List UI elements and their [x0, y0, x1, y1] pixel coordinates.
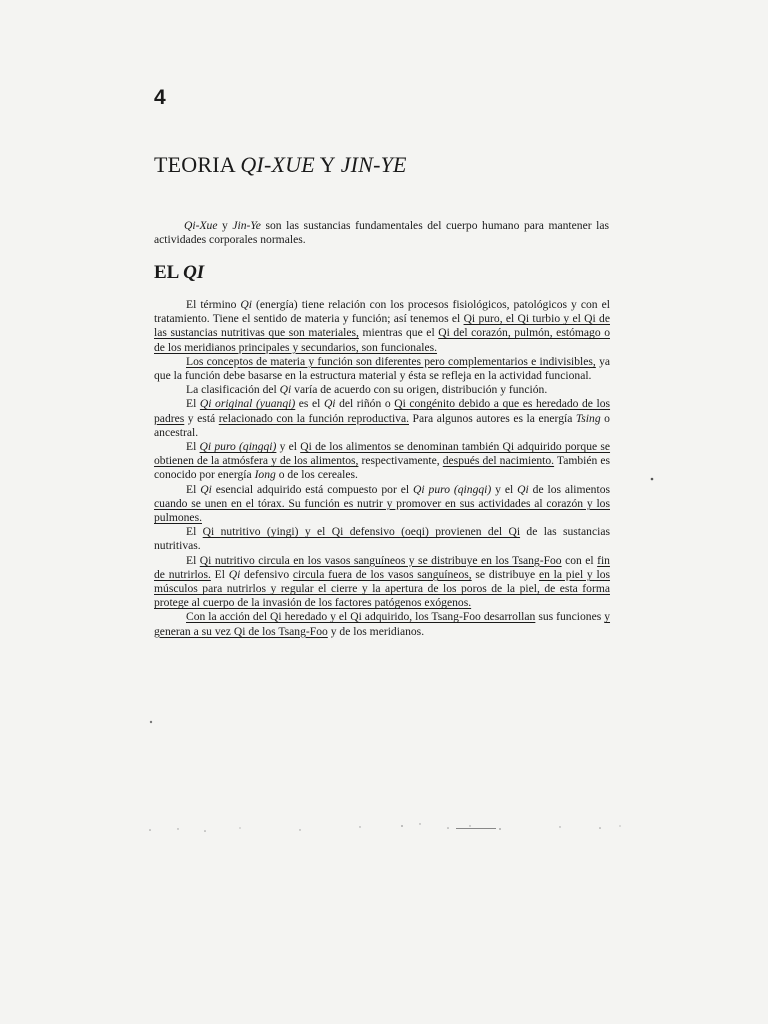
text-run: y está	[184, 411, 219, 425]
text-run: Qi	[279, 383, 292, 397]
text-run: Qi	[517, 482, 529, 496]
paragraph-8	[154, 554, 610, 611]
chapter-title-italic: JIN-YE	[340, 152, 407, 177]
paragraph-5	[154, 440, 610, 483]
section-heading-text: EL	[154, 262, 184, 283]
text-run: esencial adquirido está compuesto por el	[211, 482, 414, 496]
paragraph-9	[154, 610, 610, 638]
text-run: y el	[276, 440, 301, 454]
handwritten-underline: Con la acción del Qi heredado y el Qi adquirido, los Tsang-Foo desarrollan	[186, 610, 536, 624]
paragraph-1	[154, 298, 610, 355]
text-run: Iong	[254, 468, 276, 482]
intro-text: son las sustancias fundamentales del cuerpo humano para mantener las actividades corporales normales.	[154, 218, 609, 247]
text-run: Qi	[228, 567, 241, 581]
handwritten-underline: Qi congénito debido a que es heredado de los padres	[154, 397, 611, 425]
handwritten-underline: Qi del corazón, pulmón, estómago o de los meridianos principales y secundarios, son funcionales.	[154, 326, 610, 354]
text-run: El	[186, 525, 203, 539]
handwritten-underline: y generan a su vez Qi de los Tsang-Foo	[154, 610, 611, 638]
paragraph-7	[154, 525, 610, 553]
handwritten-underline: relacionado con la función reproductiva.	[218, 411, 409, 425]
text-run: Para algunos autores es la energía	[409, 411, 576, 425]
intro-paragraph	[154, 219, 609, 248]
text-run: El	[186, 553, 200, 567]
handwritten-underline: Los conceptos de materia y función son diferentes pero complementarios e indivisibles,	[186, 354, 596, 368]
text-run: es el	[295, 397, 324, 411]
text-run: Qi	[240, 298, 253, 311]
text-run: El	[186, 482, 201, 496]
handwritten-underline: en la piel y los músculos para nutrirlos y regular el cierre y la apertura de los poros de la piel, de esta forma protege al cuerpo de la invasión de los factores patógenos exógenos.	[154, 567, 611, 610]
chapter-number: 4	[154, 86, 166, 109]
text-run: Qi puro (qingqi)	[413, 482, 492, 496]
text-run: del riñón o	[335, 397, 395, 411]
handwritten-underline: fin de nutrirlos.	[154, 553, 610, 581]
text-run: La clasificación del	[186, 383, 280, 397]
handwritten-underline: Qi original (yuanqi)	[199, 397, 296, 411]
section-heading	[154, 262, 204, 284]
text-run: El término	[186, 298, 241, 311]
intro-text: y	[217, 218, 233, 232]
paragraph-6	[154, 483, 610, 526]
handwritten-underline: cuando se unen en el tórax. Su función es nutrir y promover en sus actividades al corazón y los pulmones.	[154, 496, 610, 525]
text-run: o ancestral.	[154, 411, 610, 439]
text-run: ya que la función debe basarse en la estructura material y ésta se refleja en la actividad funcional.	[154, 354, 611, 383]
text-run: de las sustancias nutritivas.	[154, 525, 610, 553]
text-run: de los alimentos	[528, 482, 611, 496]
text-run: Qi	[200, 482, 212, 496]
section-heading-italic: QI	[183, 262, 205, 283]
handwritten-underline: circula fuera de los vasos sanguíneos,	[292, 567, 472, 581]
handwritten-underline: después del nacimiento.	[442, 454, 555, 468]
text-run: se distribuye	[471, 567, 539, 581]
text-run: y de los meridianos.	[327, 624, 425, 638]
chapter-title	[154, 152, 407, 178]
intro-term: Qi-Xue	[184, 218, 218, 232]
paragraph-4	[154, 397, 610, 440]
text-run: mientras que el	[358, 326, 439, 340]
text-run: El	[186, 440, 200, 454]
text-run: El	[210, 567, 229, 581]
handwritten-underline: Qi nutritivo circula en los vasos sanguíneos y se distribuye en los Tsang-Foo	[199, 553, 562, 567]
text-run: con el	[561, 553, 598, 567]
handwritten-underline: Qi de los alimentos se denominan también Qi adquirido porque se obtienen de la atmósfera y de los alimentos,	[154, 440, 611, 468]
text-run: varía de acuerdo con su origen, distribución y función.	[291, 383, 548, 397]
chapter-title-part: TEORIA	[154, 152, 241, 177]
text-run: (energía) tiene relación con los procesos fisiológicos, patológicos y con el tratamiento. Tiene el sentido de materia y función; así tenemos el	[154, 298, 610, 326]
text-run: o de los cereales.	[275, 468, 358, 482]
paragraph-2	[154, 355, 610, 383]
text-run: sus funciones	[535, 610, 605, 624]
chapter-title-part: Y	[314, 152, 341, 177]
handwritten-underline: Qi nutritivo (yingi) y el Qi defensivo (oeqi) provienen del Qi	[202, 525, 521, 539]
text-run: Qi	[323, 397, 336, 411]
handwritten-underline: Qi puro (qingqi)	[199, 440, 277, 454]
text-run: También es conocido por energía	[154, 454, 611, 482]
handwritten-underline: Qi puro, el Qi turbio y el Qi de las sustancias nutritivas que son materiales,	[154, 312, 610, 340]
intro-term: Jin-Ye	[232, 218, 261, 232]
text-run: y el	[491, 482, 518, 496]
text-run: El	[186, 397, 200, 411]
body-text	[154, 298, 610, 639]
text-run: respectivamente,	[358, 454, 443, 468]
text-run: Tsing	[575, 411, 601, 425]
chapter-title-italic: QI-XUE	[240, 152, 315, 177]
paragraph-3	[154, 383, 610, 397]
text-run: defensivo	[240, 567, 293, 581]
